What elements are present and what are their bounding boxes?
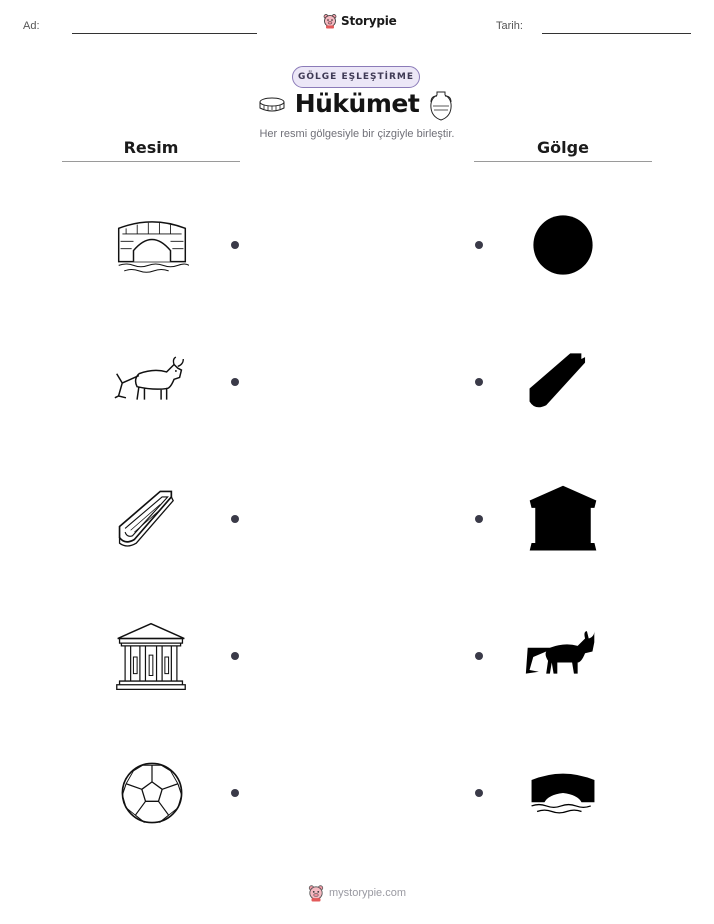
ball-shadow-icon[interactable]: [526, 208, 600, 282]
match-dot-left-1[interactable]: [231, 241, 239, 249]
footer-url[interactable]: mystorypie.com: [329, 887, 407, 899]
bridge-shadow-icon[interactable]: [526, 756, 600, 830]
aqueduct-icon[interactable]: [114, 484, 188, 558]
match-dot-right-2[interactable]: [475, 378, 483, 386]
temple-shadow-icon[interactable]: [526, 482, 600, 556]
activity-badge: GÖLGE EŞLEŞTİRME: [292, 66, 420, 88]
column-heading-shadow: Gölge: [474, 138, 652, 162]
footer: [307, 884, 406, 902]
name-label: Ad:: [23, 20, 40, 32]
page-title: Hükümet: [294, 89, 420, 118]
pig-mascot-icon: [307, 884, 325, 902]
match-dot-right-1[interactable]: [475, 241, 483, 249]
brand-logo: [322, 13, 397, 29]
ox-plow-shadow-icon[interactable]: [524, 620, 598, 694]
match-dot-right-3[interactable]: [475, 515, 483, 523]
match-dot-left-5[interactable]: [231, 789, 239, 797]
pig-mascot-icon: [322, 13, 338, 29]
instructions: Her resmi gölgesiyle bir çizgiyle birleştir.: [259, 128, 455, 140]
name-line[interactable]: [72, 33, 257, 34]
match-dot-right-5[interactable]: [475, 789, 483, 797]
soccer-ball-icon[interactable]: [115, 756, 189, 830]
match-dot-left-3[interactable]: [231, 515, 239, 523]
column-heading-picture: Resim: [62, 138, 240, 162]
date-line[interactable]: [542, 33, 691, 34]
match-dot-left-2[interactable]: [231, 378, 239, 386]
date-label: Tarih:: [496, 20, 523, 32]
temple-icon[interactable]: [114, 620, 188, 694]
amphora-icon: [428, 90, 454, 122]
match-dot-right-4[interactable]: [475, 652, 483, 660]
brand-name: Storypie: [341, 14, 397, 28]
match-dot-left-4[interactable]: [231, 652, 239, 660]
ox-plow-icon[interactable]: [113, 346, 187, 420]
aqueduct-shadow-icon[interactable]: [524, 346, 598, 420]
bridge-icon[interactable]: [115, 208, 189, 282]
